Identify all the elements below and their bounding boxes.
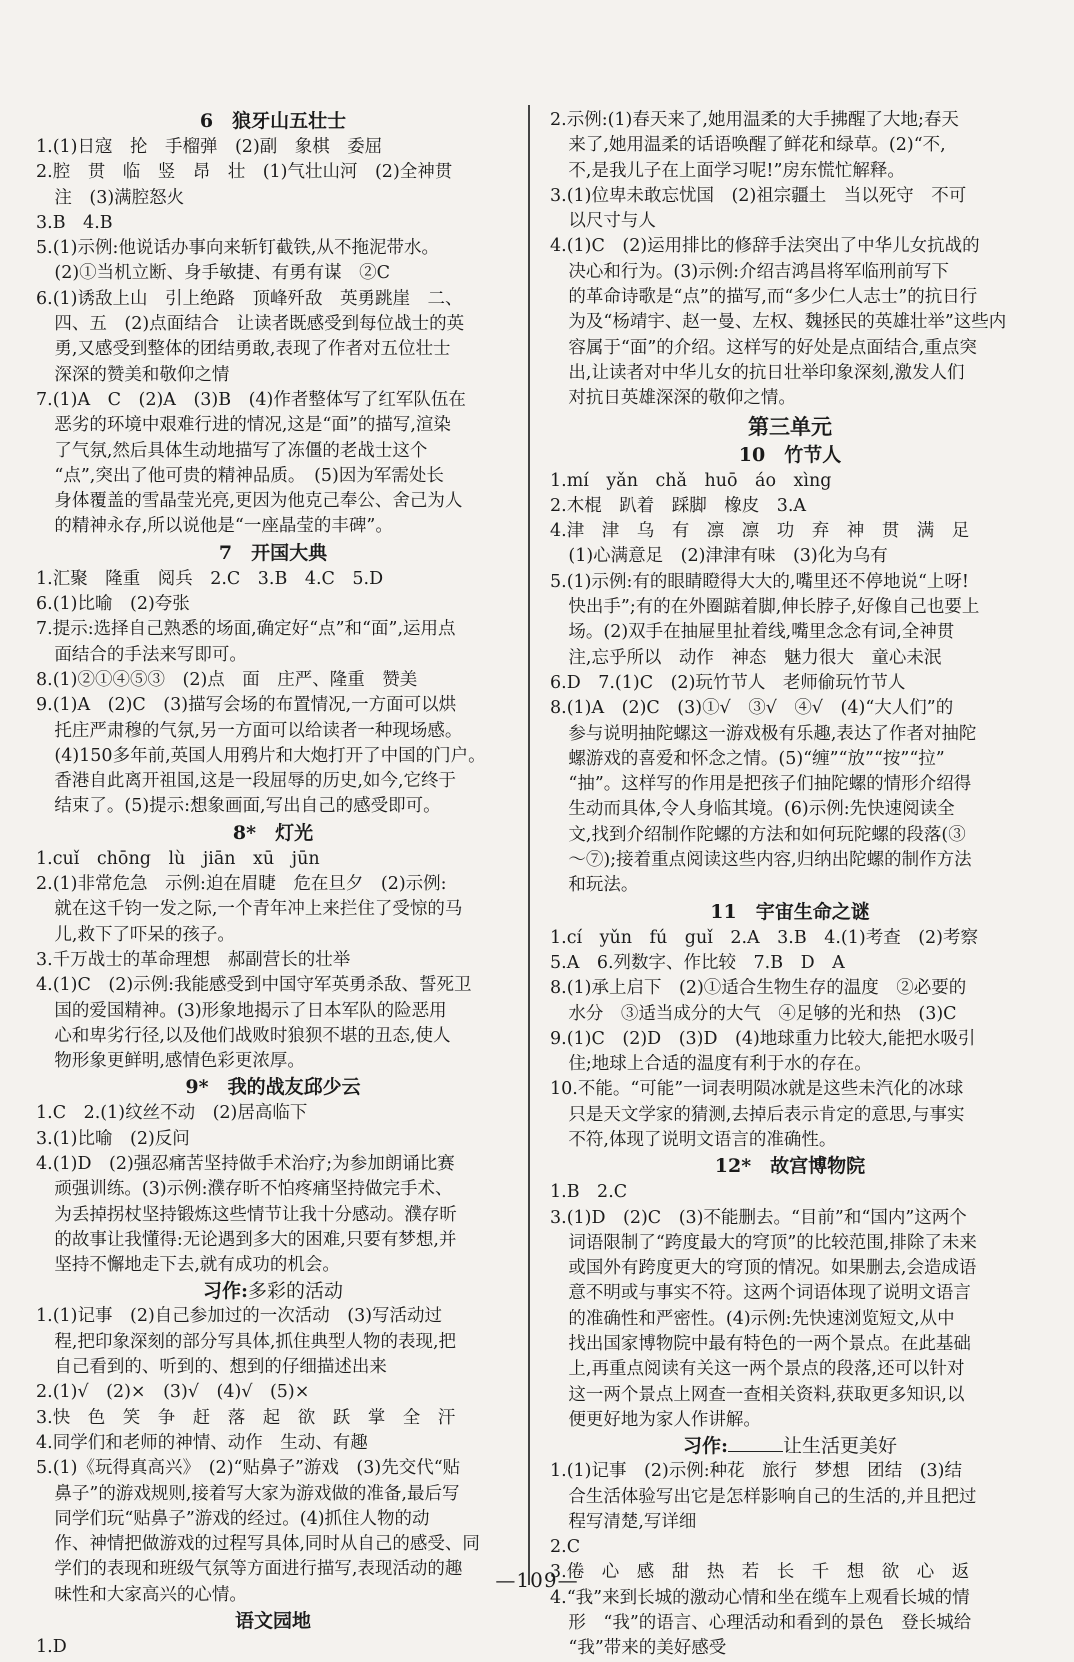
answer-line: 5.A 6.列数字、作比较 7.B D A [550,952,845,973]
answer-continuation: 住;地球上合适的温度有利于水的存在。 [568,1054,872,1075]
answer-continuation: 坚持不懈地走下去,就有成功的机会。 [54,1255,340,1276]
answer-continuation: 为及“杨靖宇、赵一曼、左权、魏拯民的英雄壮举”这些内 [568,312,1007,333]
left-column [36,108,510,1660]
answer-line: 3.B 4.B [36,212,113,233]
lesson-heading: 11 宇宙生命之谜 [710,900,870,923]
answer-line: 4.(1)C (2)示例:我能感受到中国守军英勇杀敌、誓死卫 [36,975,472,996]
answer-line: 2.示例:(1)春天来了,她用温柔的大手拂醒了大地;春天 [550,110,959,130]
answer-continuation: 香港自此离开祖国,这是一段屈辱的历史,如今,它终于 [54,771,457,792]
lesson-heading: 9* 我的战友邱少云 [185,1076,361,1099]
lesson-heading: 6 狼牙山五壮士 [199,110,347,132]
writing-title: 多彩的活动 [248,1280,344,1303]
answer-continuation: 面结合的手法来写即可。 [54,644,247,665]
answer-line: 2.(1)非常危急 示例:迫在眉睫 危在旦夕 (2)示例: [36,874,447,895]
answer-continuation: 味性和大家高兴的心情。 [54,1584,247,1605]
answer-continuation: 或国外有跨度更大的穹顶的情况。如果删去,会造成语 [568,1258,977,1279]
unit-heading: 第三单元 [748,413,832,439]
answer-line: 2.腔 贯 临 竖 昂 壮 (1)气壮山河 (2)全神贯 [36,162,453,183]
answer-continuation: 出,让读者对中华儿女的抗日壮举印象深刻,激发人们 [568,362,965,383]
answer-line: 1.(1)记事 (2)自己参加过的一次活动 (3)写活动过 [36,1306,443,1327]
answer-continuation: 螺游戏的喜爱和怀念之情。(5)“缠”“放”“按”“拉” [568,748,945,769]
lesson-heading: 8* 灯光 [232,821,314,844]
answer-continuation: 合生活体验写出它是怎样影响自己的生活的,并且把过 [568,1486,977,1507]
answer-continuation: “我”带来的美好感受 [568,1638,727,1659]
answer-continuation: 便更好地为家人作讲解。 [568,1409,761,1430]
answer-line: 1.D [36,1637,67,1658]
answer-continuation: 自己看到的、听到的、想到的仔细描述出来 [54,1357,387,1378]
answer-continuation: 只是天文学家的猜测,去掉后表示肯定的意思,与事实 [568,1104,965,1125]
answer-continuation: (4)150多年前,英国人用鸦片和大炮打开了中国的门户。 [54,745,486,766]
answer-continuation: (1)心满意足 (2)津津有味 (3)化为乌有 [568,546,888,567]
answer-continuation: 四、五 (2)点面结合 让读者既感受到每位战士的英 [54,314,465,335]
answer-continuation: 这一两个景点上网查一查相关资料,获取更多知识,以 [568,1384,965,1405]
answer-continuation: 鼻子”的游戏规则,接着写大家为游戏做的准备,最后写 [54,1483,460,1504]
answer-continuation: 学们的表现和班级气氛等方面进行描写,表现活动的趣 [54,1559,463,1580]
answer-line: 10.不能。“可能”一词表明陨冰就是这些未汽化的冰球 [550,1079,964,1100]
answer-continuation: 恶劣的环境中艰难行进的情况,这是“面”的描写,渲染 [54,415,451,436]
answer-continuation: ～⑦);接着重点阅读这些内容,归纳出陀螺的制作方法 [568,850,972,871]
answer-continuation: 容属于“面”的介绍。这样写的好处是点面结合,重点突 [568,337,977,358]
answer-line: 4.同学们和老师的神情、动作 生动、有趣 [36,1432,368,1453]
answer-continuation: 程写清楚,写详细 [568,1511,697,1532]
answer-line: 3.倦 心 感 甜 热 若 长 千 想 欲 心 返 [550,1562,970,1583]
answer-continuation: 托庄严肃穆的气氛,另一方面可以给读者一种现场感。 [54,720,463,741]
answer-line: 8.(1)②①④⑤③ (2)点 面 庄严、隆重 赞美 [36,669,418,690]
answer-continuation: 词语限制了“跨度最大的穹顶”的比较范围,排除了未来 [568,1232,977,1253]
lesson-heading: 语文园地 [234,1610,311,1633]
answer-line: 1.(1)记事 (2)示例:种花 旅行 梦想 团结 (3)结 [550,1461,962,1482]
page-number: —109— [495,1568,579,1592]
answer-continuation: 上,再重点阅读有关这一两个景点的段落,还可以针对 [568,1359,965,1380]
lesson-heading: 10 竹节人 [738,443,842,466]
answer-continuation: 形 “我”的语言、心理活动和看到的景色 登长城给 [568,1613,972,1634]
answer-continuation: 结束了。(5)提示:想象画面,写出自己的感受即可。 [54,796,441,817]
answer-continuation: “抽”。这样写的作用是把孩子们抽陀螺的情形介绍得 [568,774,972,795]
writing-label: 习作: [682,1435,728,1458]
answer-line: 4.(1)C (2)运用排比的修辞手法突出了中华儿女抗战的 [550,236,980,257]
answer-continuation: 快出手”;有的在外圈踮着脚,伸长脖子,好像自己也要上 [568,597,980,618]
answer-line: 1.cí yǔn fú guǐ 2.A 3.B 4.(1)考查 (2)考察 [550,927,979,948]
answer-line: 1.mí yǎn chǎ huō áo xìng [550,470,832,491]
answer-line: 4.津 津 乌 有 凛 凛 功 弃 神 贯 满 足 [550,521,970,542]
answer-line: 7.提示:选择自己熟悉的场面,确定好“点”和“面”,运用点 [36,619,456,640]
column-divider [528,105,530,1585]
answer-continuation: 同学们玩“贴鼻子”游戏的经过。(4)抓住人物的动 [54,1508,430,1529]
answer-line: 9.(1)C (2)D (3)D (4)地球重力比较大,能把水吸引 [550,1028,976,1049]
answer-continuation: 找出国家博物院中最有特色的一两个景点。在此基础 [568,1334,971,1355]
answer-line: 6.(1)比喻 (2)夸张 [36,594,190,615]
writing-label: 习作: [202,1280,248,1303]
answer-continuation: 心和卑劣行径,以及他们战败时狼狈不堪的丑态,使人 [54,1025,451,1046]
writing-heading [36,1278,510,1304]
answer-continuation: 为丢掉拐杖坚持锻炼这些情节让我十分感动。濮存昕 [54,1204,457,1225]
answer-line: 2.(1)√ (2)× (3)√ (4)√ (5)× [36,1382,310,1403]
answer-line: 7.(1)A C (2)A (3)B (4)作者整体写了红军队伍在 [36,389,466,410]
answer-line: 1.C 2.(1)纹丝不动 (2)居高临下 [36,1103,308,1124]
answer-line: 5.(1)示例:有的眼睛瞪得大大的,嘴里还不停地说“上呀! [550,571,969,592]
answer-continuation: 不符,体现了说明文语言的准确性。 [568,1129,837,1150]
answer-continuation: 勇,又感受到整体的团结勇敢,表现了作者对五位壮士 [54,339,451,360]
answer-continuation: 作、神情把做游戏的过程写具体,同时从自己的感受、同 [54,1534,480,1555]
answer-line: 1.汇聚 隆重 阅兵 2.C 3.B 4.C 5.D [36,568,384,589]
lesson-heading: 12* 故宫博物院 [714,1155,866,1178]
answer-continuation: 对抗日英雄深深的敬仰之情。 [568,388,796,409]
answer-line: 4.(1)D (2)强忍痛苦坚持做手术治疗;为参加朗诵比赛 [36,1153,455,1174]
answer-continuation: 的故事让我懂得:无论遇到多大的困难,只要有梦想,并 [54,1229,457,1250]
answer-continuation: 来了,她用温柔的话语唤醒了鲜花和绿草。(2)“不, [568,135,946,156]
answer-continuation: 的准确性和严密性。(4)示例:先快速浏览短文,从中 [568,1308,955,1329]
answer-line: 3.(1)位卑未敢忘忧国 (2)祖宗疆土 当以死守 不可 [550,185,967,206]
answer-continuation: 决心和行为。(3)示例:介绍吉鸿昌将军临刑前写下 [568,261,950,282]
answer-continuation: 身体覆盖的雪晶莹光亮,更因为他克己奉公、舍己为人 [54,491,463,512]
answer-line: 8.(1)A (2)C (3)①√ ③√ ④√ (4)“大人们”的 [550,698,954,719]
answer-line: 6.(1)诱敌上山 引上绝路 顶峰歼敌 英勇跳崖 二、 [36,288,463,309]
answer-line: 4.“我”来到长城的激动心情和坐在缆车上观看长城的情 [550,1587,970,1608]
answer-line: 1.B 2.C [550,1182,628,1203]
answer-line: 6.D 7.(1)C (2)玩竹节人 老师偷玩竹节人 [550,672,906,693]
answer-continuation: 文,找到介绍制作陀螺的方法和如何玩陀螺的段落(③ [568,824,966,845]
answer-continuation: “点”,突出了他可贵的精神品质。 (5)因为军需处长 [54,465,444,486]
answer-continuation: 深深的赞美和敬仰之情 [54,364,230,385]
answer-continuation: 程,把印象深刻的部分写具体,抓住典型人物的表现,把 [54,1331,457,1352]
writing-title: 让生活更美好 [783,1435,898,1458]
answer-line: 1.cuǐ chōng lù jiān xū jūn [36,848,320,869]
lesson-heading: 7 开国大典 [218,541,328,564]
writing-heading [550,1433,1030,1459]
answer-continuation: 注,忘乎所以 动作 神态 魅力很大 童心未泯 [568,647,942,668]
answer-continuation: 不,是我儿子在上面学习呢!”房东慌忙解释。 [568,160,905,181]
answer-line: 1.(1)日寇 抡 手榴弹 (2)副 象棋 委屈 [36,137,383,157]
answer-continuation: 的精神永存,所以说他是“一座晶莹的丰碑”。 [54,516,393,537]
fill-in-blank [728,1451,783,1452]
answer-line: 9.(1)A (2)C (3)描写会场的布置情况,一方面可以烘 [36,695,457,716]
answer-line: 3.(1)比喻 (2)反问 [36,1128,190,1149]
answer-continuation: 参与说明抽陀螺这一游戏极有乐趣,表达了作者对抽陀 [568,723,977,744]
answer-continuation: (2)①当机立断、身手敏捷、有勇有谋 ②C [54,263,391,284]
answer-continuation: 顽强训练。(3)示例:濮存昕不怕疼痛坚持做完手术、 [54,1179,453,1200]
answer-continuation: 就在这千钧一发之际,一个青年冲上来拦住了受惊的马 [54,899,463,920]
answer-line: 2.C [550,1537,581,1558]
answer-line: 5.(1)《玩得真高兴》 (2)“贴鼻子”游戏 (3)先交代“贴 [36,1458,461,1479]
answer-continuation: 场。(2)双手在抽屉里扯着线,嘴里念念有词,全神贯 [568,622,955,643]
answer-continuation: 意不明或与事实不符。这两个词语体现了说明文语言 [568,1283,971,1304]
answer-continuation: 以尺寸与人 [568,211,656,232]
answer-continuation: 生动而具体,令人身临其境。(6)示例:先快速阅读全 [568,799,955,820]
answer-continuation: 了气氛,然后具体生动地描写了冻僵的老战士这个 [54,440,428,461]
answer-line: 5.(1)示例:他说话办事向来斩钉截铁,从不拖泥带水。 [36,238,439,259]
answer-line: 3.快 色 笑 争 赶 落 起 欲 跃 掌 全 汗 [36,1407,456,1428]
answer-continuation: 的革命诗歌是“点”的描写,而“多少仁人志士”的抗日行 [568,287,978,308]
answer-continuation: 注 (3)满腔怒火 [54,187,185,208]
answer-continuation: 水分 ③适当成分的大气 ④足够的光和热 (3)C [568,1003,957,1024]
answer-line: 3.千万战士的革命理想 郝副营长的壮举 [36,949,351,970]
answer-line: 3.(1)D (2)C (3)不能删去。“目前”和“国内”这两个 [550,1207,967,1228]
answer-continuation: 儿,救下了吓呆的孩子。 [54,924,235,945]
right-column [550,108,1030,1662]
answer-line: 2.木棍 趴着 踩脚 橡皮 3.A [550,495,807,516]
answer-continuation: 国的爱国精神。(3)形象地揭示了日本军队的险恶用 [54,1000,447,1021]
answer-line: 8.(1)承上启下 (2)①适合生物生存的温度 ②必要的 [550,978,967,999]
answer-continuation: 和玩法。 [568,875,639,896]
answer-continuation: 物形象更鲜明,感情色彩更浓厚。 [54,1051,305,1072]
